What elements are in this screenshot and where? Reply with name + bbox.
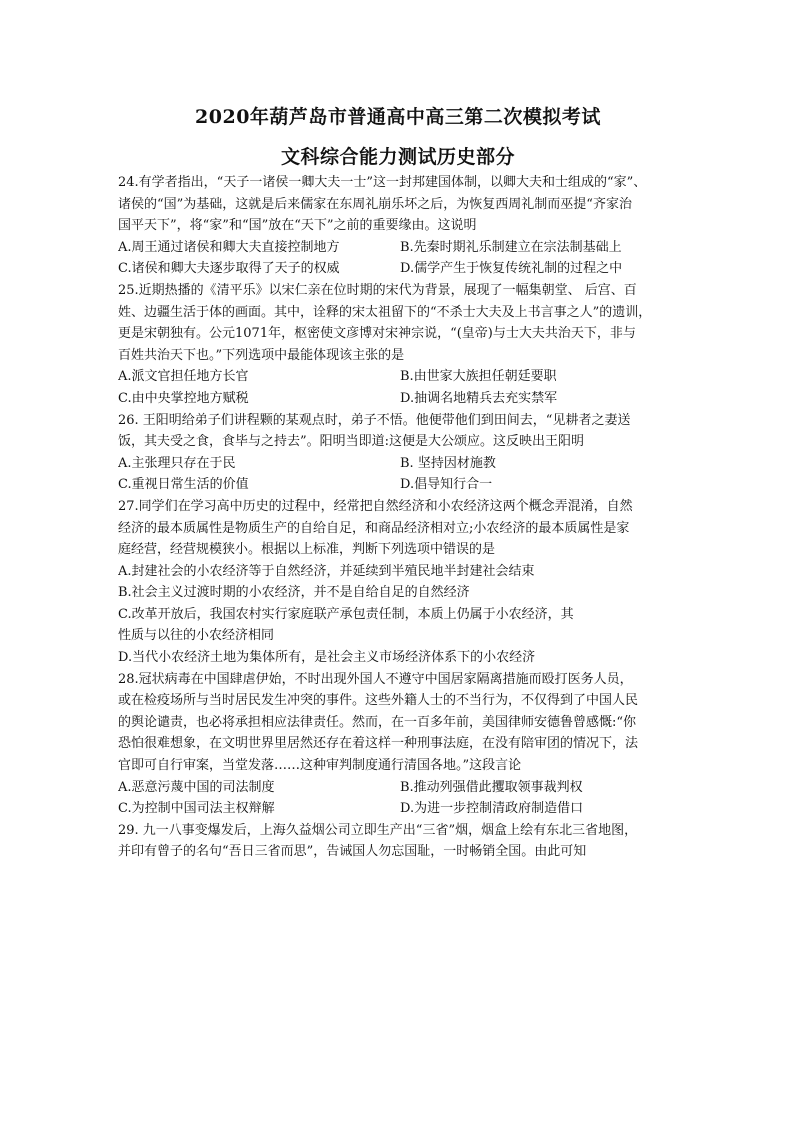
option-row: [118, 258, 678, 280]
question-stem-line: 诸侯的“国”为基础，这就是后来儒家在东周礼崩乐坏之后，为恢复西周礼制而巫提“齐家治: [118, 196, 632, 212]
option-c: C.重视日常生活的价值: [118, 477, 249, 493]
question-29: [118, 820, 678, 863]
question-stem-line: 并印有曾子的名句“吾日三省而思”，告诫国人勿忘国耻，一时畅销全国。由此可知: [118, 844, 587, 860]
option-row: [118, 798, 678, 820]
question-stem-line: 或在检疫场所与当时居民发生冲突的事件。这些外籍人士的不当行为，不仅得到了中国人民: [118, 693, 639, 709]
option-row: [118, 453, 678, 475]
option-b: B.社会主义过渡时期的小农经济，并不是自给自足的自然经济: [118, 585, 470, 601]
option-row: [118, 777, 678, 799]
question-stem-line: 29. 九一八事变爆发后，上海久益烟公司立即生产出“三省”烟，烟盒上绘有东北三省地图，: [118, 822, 638, 838]
option-c: C.为控制中国司法主权辩解: [118, 801, 275, 817]
option-b: B. 坚持因材施教: [400, 455, 496, 471]
option-c: C.诸侯和卿大夫逐步取得了天子的权威: [118, 261, 340, 277]
question-stem-line: 更是宋朝独有。公元1071年，枢密使文彦博对宋神宗说，“(皇帝)与士大夫共治天下，非与: [118, 326, 636, 342]
question-26: [118, 410, 678, 496]
question-28: [118, 669, 678, 820]
option-row: [118, 237, 678, 259]
question-stem-line: 恐怕很难想象，在文明世界里居然还存在着这样一种刑事法庭，在没有陪审团的情况下，法: [118, 736, 639, 752]
option-c: C.由中央掌控地方赋税: [118, 390, 249, 406]
question-stem-line: 24.有学者指出，“天子一诸侯一卿大夫一士”这一封邦建国体制，以卿大夫和士组成的“家”、: [118, 175, 647, 190]
option-a: A.派文官担任地方长官: [118, 369, 249, 385]
option-row: [118, 474, 678, 496]
option-d: D.抽调名地精兵去充实禁军: [400, 390, 558, 406]
option-b: B.由世家大族担任朝廷要职: [400, 369, 557, 385]
question-stem-line: 百姓共治天下也。”下列选项中最能体现该主张的是: [118, 347, 405, 363]
option-row: [118, 366, 678, 388]
option-d: D.为进一步控制清政府制造借口: [400, 801, 584, 817]
option-b: B.推动列强借此攫取领事裁判权: [400, 779, 583, 795]
question-stem-line: 26. 王阳明给弟子们讲程颗的某观点时，弟子不悟。他便带他们到田间去，“见耕者之妻送: [118, 412, 631, 428]
exam-subtitle: 文科综合能力测试历史部分: [280, 146, 515, 168]
option-a: A.封建社会的小农经济等于自然经济，并延续到半殖民地半封建社会结束: [118, 563, 535, 579]
question-25: [118, 280, 678, 410]
exam-page: [118, 96, 678, 863]
option-a: A.恶意污蔑中国的司法制度: [118, 779, 275, 795]
question-stem-line: 饭，其夫受之食，食毕与之持去”。阳明当即道:这便是大公颂应。这反映出王阳明: [118, 434, 585, 450]
question-stem-line: 28.冠状病毒在中国肆虐伊始，不时出现外国人不遵守中国居家隔离措施而殴打医务人员，: [118, 671, 633, 687]
option-row: [118, 388, 678, 410]
option-c-continued: 性质与以往的小农经济相同: [118, 628, 275, 644]
question-stem-line: 经济的最本质属性是物质生产的自给自足，和商品经济相对立;小农经济的最本质属性是家: [118, 520, 630, 536]
question-stem-line: 庭经营，经营规模狭小。根据以上标准，判断下列选项中错误的是: [118, 542, 496, 558]
option-a: A.主张理只存在于民: [118, 455, 236, 471]
question-stem-line: 27.同学们在学习高中历史的过程中，经常把自然经济和小农经济这两个概念弄混淆，自然: [118, 498, 633, 514]
exam-title: 2020年葫芦岛市普通高中高三第二次模拟考试: [195, 106, 601, 128]
option-d: D.当代小农经济土地为集体所有，是社会主义市场经济体系下的小农经济: [118, 650, 536, 666]
question-stem-line: 官即可自行审案，当堂发落……这种审判制度通行清国各地。”这段言论: [118, 758, 522, 774]
option-d: D.倡导知行合一: [400, 477, 493, 493]
question-27: [118, 496, 678, 669]
question-24: [118, 172, 678, 280]
question-stem-line: 国平天下”，将“家”和“国”放在“天下”之前的重要缘由。这说明: [118, 218, 477, 234]
question-stem-line: 姓、边疆生活于体的画面。其中，诠释的宋太祖留下的“不杀士大夫及上书言事之人”的遗训，: [118, 304, 652, 320]
option-c: C.改革开放后，我国农村实行家庭联产承包责任制，本质上仍属于小农经济，其: [118, 606, 574, 622]
question-stem-line: 的舆论谴责，也必将承担相应法律责任。然而，在一百多年前，美国律师安德鲁曾感慨:“你: [118, 714, 637, 730]
option-d: D.儒学产生于恢复传统礼制的过程之中: [400, 261, 623, 277]
option-a: A.周王通过诸侯和卿大夫直接控制地方: [118, 239, 340, 255]
option-b: B.先秦时期礼乐制建立在宗法制基础上: [400, 239, 622, 255]
question-stem-line: 25.近期热播的《清平乐》以宋仁亲在位时期的宋代为背景，展现了一幅集朝堂、 后宫、百: [118, 282, 637, 298]
